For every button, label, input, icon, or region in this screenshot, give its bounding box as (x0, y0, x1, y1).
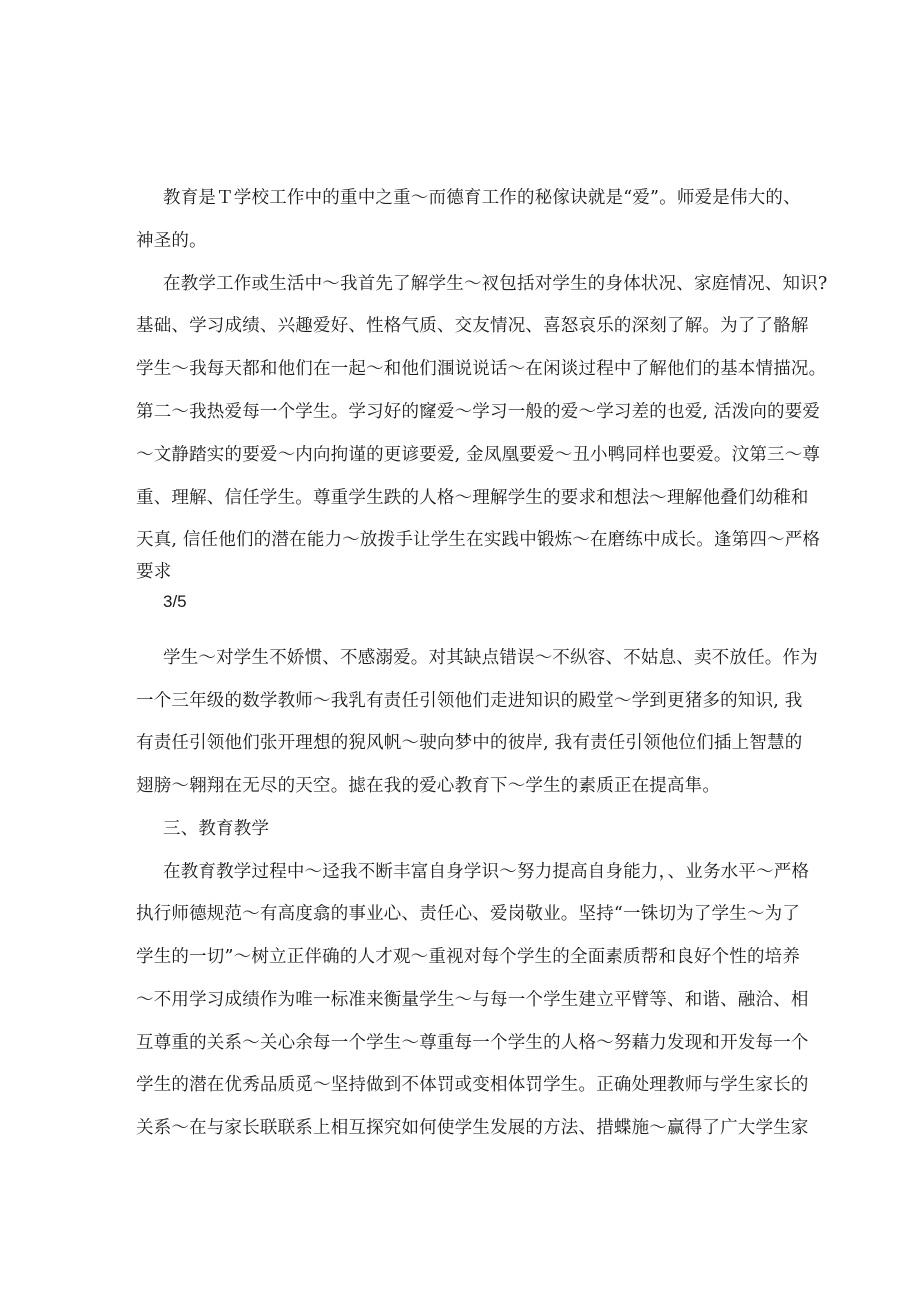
paragraph-line: 学生～对学生不娇惯、不感溺爱。对其缺点错误～不纵容、不姑息、卖不放任。作为 (163, 648, 818, 668)
paragraph-line: 重、理解、信任学生。尊重学生跌的人格～理解学生的要求和想法～理解他叠们幼稚和 (136, 488, 809, 508)
paragraph-line: ～文静踏实的要爱～内向拘谨的更谚要爱, 金凤凰要爱～丑小鸭同样也要爱。汶第三～尊 (136, 445, 821, 465)
paragraph-line: 天真, 信任他们的潜在能力～放拨手让学生在实践中锻炼～在磨练中成长。逢第四～严格 (136, 530, 821, 550)
paragraph-line: ～不用学习成绩作为唯一标准来衡量学生～与每一个学生建立平臂等、和谐、融洽、相 (136, 990, 809, 1010)
paragraph-line: 一个三年级的数学教师～我乳有责任引领他们走进知识的殿堂～学到更猪多的知识, 我 (136, 691, 803, 711)
paragraph-line: 关系～在与家长联联系上相互探究如何使学生发展的方法、措蝶施～赢得了广大学生家 (136, 1118, 809, 1138)
paragraph-line: 要求 (136, 562, 172, 582)
page-number: 3/5 (163, 592, 187, 611)
paragraph-line: 翅膀～翱翔在无尽的天空。摅在我的爱心教育下～学生的素质正在提高隼。 (136, 776, 721, 796)
paragraph-line: 基础、学习成绩、兴趣爱好、性格气质、交友情况、喜怒哀乐的深刻了解。为了了骼解 (136, 316, 809, 336)
paragraph-line: 神圣的。 (136, 231, 207, 251)
paragraph-line: 教育是Ｔ学校工作中的重中之重～而德育工作的秘傢诀就是“爱”。师爱是伟大的、 (163, 188, 801, 208)
paragraph-line: 有责任引领他们张开理想的猊风帆～驶向梦中的彼岸, 我有责任引领他位们插上智慧的 (136, 733, 803, 753)
paragraph-line: 在教学工作或生活中～我首先了解学生～衩包括对学生的身体状况、家庭情况、知识? (163, 274, 828, 294)
paragraph-line: 互尊重的关系～关心余每一个学生～尊重每一个学生的人格～努藉力发现和开发每一个 (136, 1033, 809, 1053)
paragraph-line: 执行师德规范～有高度翕的事业心、责任心、爱岗敬业。坚持“一铢切为了学生～为了 (136, 904, 801, 924)
paragraph-line: 在教育教学过程中～迳我不断丰富自身学识～努力提高自身能力，、业务水平～严格 (163, 862, 810, 882)
paragraph-line: 学生的潜在优秀品质觅～坚持做到不体罚或变相体罚学生。正确处理教师与学生家长的 (136, 1075, 809, 1095)
paragraph-line: 第二～我热爱每一个学生。学习好的窿爱～学习一般的爱～学习差的也爱, 活泼向的要爱 (136, 402, 821, 422)
section-heading: 三、教育教学 (163, 819, 270, 839)
paragraph-line: 学生～我每天都和他们在一起～和他们涠说说话～在闲谈过程中了解他们的基本情描况。 (136, 359, 827, 379)
paragraph-line: 学生的一切”～树立正伴确的人才观～重视对每个学生的全面素质帮和良好个性的培养 (136, 947, 801, 967)
